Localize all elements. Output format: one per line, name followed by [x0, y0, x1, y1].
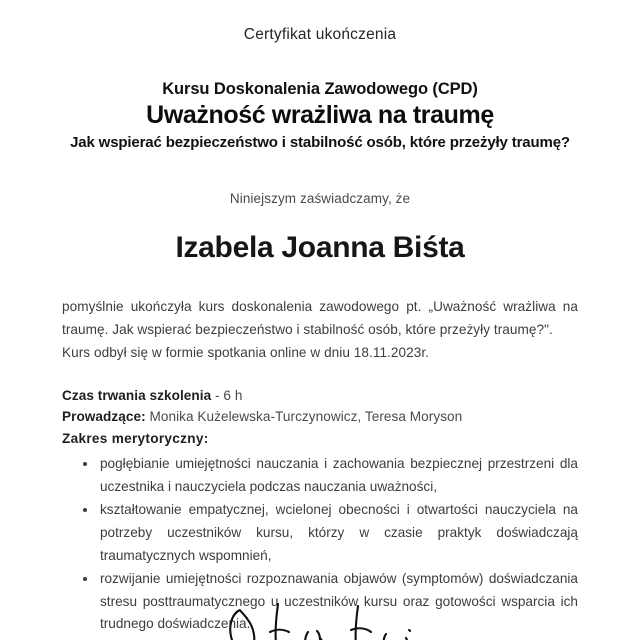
- scope-heading: Zakres merytoryczny:: [62, 430, 209, 446]
- duration-value: 6 h: [223, 387, 243, 403]
- scope-heading-row: [62, 428, 578, 449]
- course-title: Uważność wrażliwa na traumę: [146, 101, 494, 130]
- duration-separator: -: [211, 387, 224, 403]
- course-title-block: [0, 79, 640, 153]
- instructors-label: Prowadzące:: [62, 409, 146, 425]
- body-paragraph-part2: Kurs odbył się w formie spotkania online w dniu 18.11.2023r.: [62, 345, 429, 361]
- attestation-line: Niniejszym zaświadczamy, że: [229, 191, 411, 207]
- scope-item-text: rozwijanie umiejętności rozpoznawania objawów (symptomów) doświadczania stresu posttraumatycznego u uczestników kursu oraz gotowości wsparcia ich trudnego doświadczenia.: [100, 571, 578, 632]
- duration-label: Czas trwania szkolenia: [62, 387, 212, 403]
- certificate-header: [0, 0, 640, 45]
- instructors-row: [62, 406, 578, 427]
- body-paragraph: [62, 296, 578, 364]
- scope-item-text: kształtowanie empatycznej, wcielonej obecności i otwartości nauczyciela na potrzeby uczestników kursu, którzy w czasie praktyk doświadczają traumatycznych wspomnień,: [100, 502, 578, 563]
- list-item: [98, 499, 578, 567]
- scope-item-text: pogłębianie umiejętności nauczania i zachowania bezpiecznej przestrzeni dla uczestnika i nauczyciela podczas nauczania uważności,: [100, 456, 578, 494]
- course-subtitle: Jak wspierać bezpieczeństwo i stabilność osób, które przeżyły traumę?: [70, 133, 570, 151]
- body-paragraph-part1: pomyślnie ukończyła kurs doskonalenia zawodowego pt. „Uważność wrażliwa na traumę. Jak wspierać bezpieczeństwo i stabilność osób, które przeżyły traumę?".: [62, 299, 578, 338]
- details-block: [62, 385, 578, 449]
- instructors-value: Monika Kużelewska-Turczynowicz, Teresa Moryson: [145, 409, 463, 425]
- certificate-kicker: Certyfikat ukończenia: [243, 26, 397, 43]
- list-item: [98, 453, 578, 498]
- duration-row: [62, 385, 578, 406]
- handwritten-signature-icon: [220, 598, 420, 640]
- recipient-name: Izabela Joanna Biśta: [175, 231, 465, 265]
- signature-area: [0, 572, 640, 640]
- course-prefix: Kursu Doskonalenia Zawodowego (CPD): [162, 79, 478, 98]
